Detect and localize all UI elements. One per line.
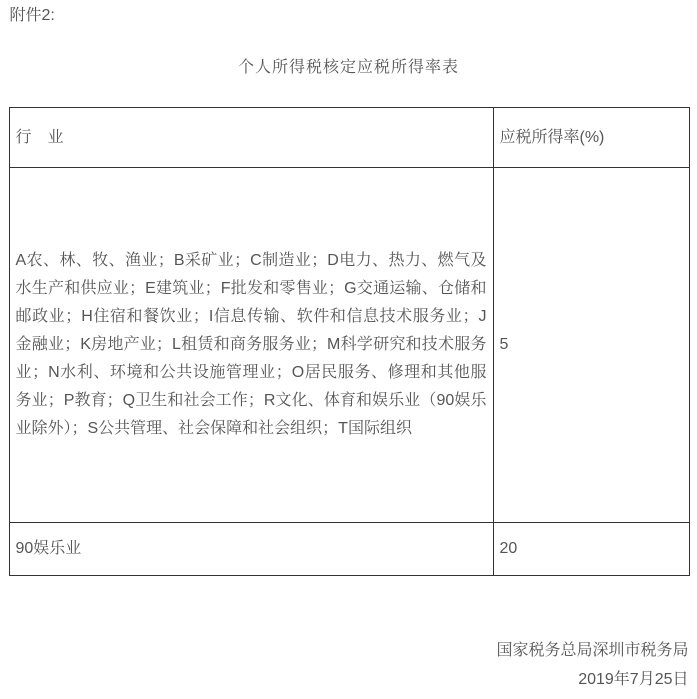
- signature-block: [9, 636, 689, 694]
- table-row: [9, 168, 689, 523]
- rate-cell: 20: [493, 523, 689, 576]
- table-row: [9, 523, 689, 576]
- issue-date: 2019年7月25日: [578, 671, 689, 688]
- industry-cell: A农、林、牧、渔业；B采矿业；C制造业；D电力、热力、燃气及水生产和供应业；E建筑业；F批发和零售业；G交通运输、仓储和邮政业；H住宿和餐饮业；I信息传输、软件和信息技术服务业；J金融业；K房地产业；L租赁和商务服务业；M科学研究和技术服务业；N水利、环境和公共设施管理业；O居民服务、修理和其他服务业；P教育；Q卫生和社会工作；R文化、体育和娱乐业（90娱乐业除外）；S公共管理、社会保障和社会组织；T国际组织: [9, 168, 493, 523]
- table-header-row: [9, 108, 689, 168]
- page-title: 个人所得税核定应税所得率表: [237, 59, 459, 76]
- document-page: [9, 5, 689, 694]
- industry-column-header: 行 业: [9, 108, 493, 168]
- rate-column-header: 应税所得率(%): [493, 108, 689, 168]
- rate-cell: 5: [493, 168, 689, 523]
- attachment-label: 附件2:: [9, 7, 55, 24]
- industry-cell: 90娱乐业: [9, 523, 493, 576]
- tax-rate-table: [9, 107, 690, 576]
- issuer-name: 国家税务总局深圳市税务局: [496, 642, 689, 659]
